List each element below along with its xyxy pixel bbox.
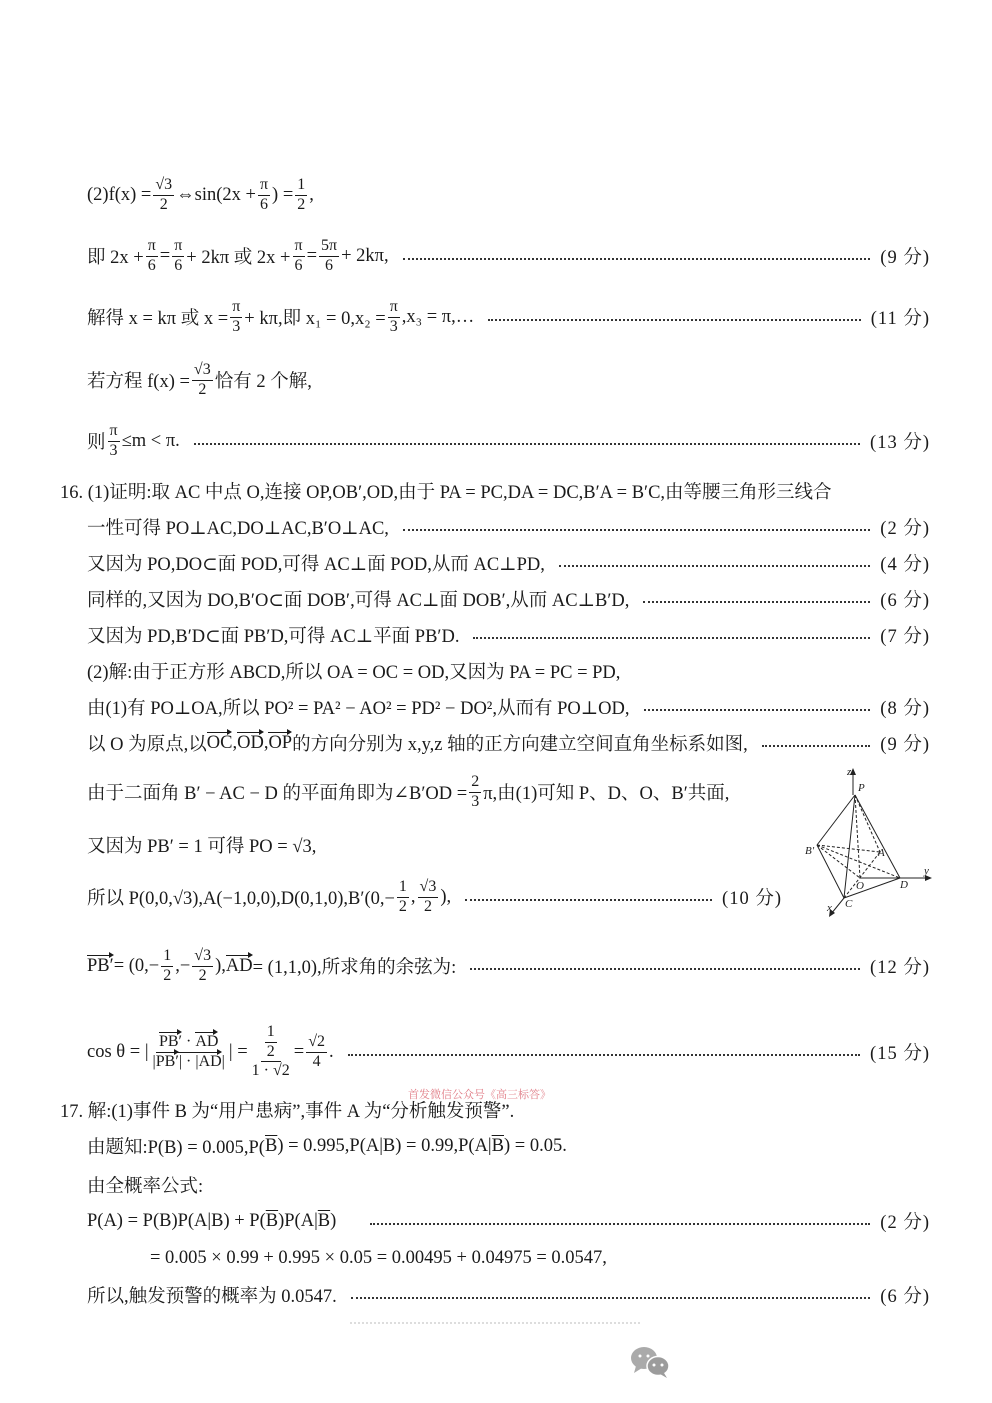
numerator — [258, 176, 270, 195]
denominator — [172, 257, 184, 275]
math-text: 的方向分别为 x,y,z 轴的正方向建立空间直角坐标系如图, — [292, 735, 748, 755]
text-line — [87, 947, 930, 984]
score-label: (15 分) — [870, 1044, 930, 1064]
text-line — [87, 728, 930, 758]
numerator — [418, 878, 439, 897]
fraction — [258, 176, 270, 214]
fig-label-p: P — [858, 782, 865, 794]
math-text: 1 · √2 — [251, 1062, 290, 1080]
math-text: π,由(1)可知 P、D、O、B′共面, — [483, 784, 730, 804]
math-text: ), — [440, 886, 452, 907]
math-text: π — [147, 237, 156, 255]
math-text: √3 — [155, 176, 173, 194]
math-text: . — [328, 1041, 334, 1062]
math-text: + kπ,即 x₁ = 0,x₂ = — [244, 309, 386, 329]
math-text: 2 — [266, 1042, 275, 1060]
math-text: 2 — [163, 966, 172, 984]
numerator — [192, 947, 213, 966]
numerator — [108, 422, 120, 441]
math-text: 2 — [297, 195, 306, 213]
dot-leader — [559, 565, 870, 567]
dot-leader — [473, 637, 870, 639]
fraction — [397, 878, 409, 916]
math-text: 16. (1)证明:取 AC 中点 O,连接 OP,OB′,OD,由于 PA = PC,DA = DC,B′A = B′C,由等腰三角形三线合 — [60, 483, 832, 503]
fig-label-c: C — [845, 898, 853, 910]
math-text: 17. 解:(1)事件 B 为“用户患病”,事件 A 为“分析触发预警”. — [60, 1102, 515, 1122]
fraction — [265, 1023, 277, 1061]
fraction — [306, 1033, 327, 1071]
math-text: √3 — [194, 947, 212, 965]
denominator — [469, 793, 481, 811]
math-text: (2)解:由于正方形 ABCD,所以 OA = OC = OD,又因为 PA = PC = PD, — [87, 663, 621, 683]
text-line — [87, 1280, 930, 1310]
dot-leader — [348, 1054, 860, 1056]
math-text: 以 O 为原点,以 — [87, 735, 207, 755]
math-text: P(A) = P(B)P(A|B) + P( — [87, 1210, 266, 1231]
numerator — [265, 1023, 277, 1042]
dot-leader — [762, 745, 871, 747]
fraction — [108, 422, 120, 460]
numerator — [230, 298, 242, 317]
dot-leader — [403, 258, 871, 260]
math-text: 3 — [232, 317, 241, 335]
denominator — [323, 257, 335, 275]
math-text: = — [306, 245, 318, 266]
text-line — [87, 584, 930, 614]
math-text: π — [259, 176, 269, 194]
math-text: 3 — [471, 792, 480, 810]
text-line — [87, 422, 930, 459]
text-line — [150, 1243, 930, 1273]
text-line — [87, 1023, 930, 1080]
dot-leader — [370, 1223, 870, 1225]
math-text: = 0.005 × 0.99 + 0.995 × 0.05 = 0.00495 + 0.04975 = 0.0547, — [150, 1247, 607, 1268]
math-text: 3 — [389, 317, 398, 335]
math-text: = (0,− — [113, 955, 160, 976]
math-text: 2 — [198, 380, 207, 398]
score-label: (11 分) — [870, 309, 930, 329]
math-text: | — [221, 1052, 225, 1070]
numerator — [306, 1033, 327, 1052]
pyramid-coordinate-figure — [800, 760, 950, 920]
text-line — [87, 176, 930, 213]
math-text: 同样的,又因为 DO,B′O⊂面 DOB′,可得 AC⊥面 DOB′,从而 AC⊥B′D, — [87, 591, 630, 611]
numerator — [157, 1033, 221, 1052]
denominator — [250, 1062, 292, 1080]
math-text: 所以 P(0,0,√3),A(−1,0,0),D(0,1,0),B′(0,− — [87, 889, 395, 909]
numerator — [172, 237, 184, 256]
dot-leader — [465, 899, 712, 901]
text-line — [87, 878, 782, 915]
vector: AD — [198, 1052, 222, 1070]
fraction — [230, 298, 242, 336]
vector: AD — [225, 955, 253, 976]
math-text: · — [182, 1033, 196, 1051]
math-text: π — [294, 237, 303, 255]
vector: PB′ — [155, 1052, 179, 1070]
vector: OD — [237, 732, 264, 753]
dot-leader — [470, 968, 860, 970]
numerator — [388, 298, 400, 317]
math-text: 2 — [198, 966, 207, 984]
complement-event: $\overline{B}$ — [317, 1210, 331, 1231]
dot-leader — [403, 529, 870, 531]
numerator — [146, 237, 158, 256]
math-text: 6 — [260, 195, 268, 213]
math-text: π — [174, 237, 183, 255]
dot-leader — [351, 1297, 871, 1299]
denominator — [397, 898, 409, 916]
math-text: π — [389, 298, 398, 316]
numerator — [397, 878, 409, 897]
numerator — [153, 176, 174, 195]
score-label: (9 分) — [880, 248, 930, 268]
denominator — [161, 967, 173, 985]
math-text: (2)f(x) = — [87, 184, 152, 205]
math-text: √3 — [419, 878, 437, 896]
fig-label-z: z — [847, 766, 852, 778]
fraction — [192, 947, 213, 985]
score-label: (2 分) — [880, 1213, 930, 1233]
score-label: (12 分) — [870, 958, 930, 978]
denominator — [108, 442, 120, 460]
math-text: √2 — [308, 1033, 325, 1051]
denominator — [158, 196, 170, 214]
dot-leader — [644, 709, 871, 711]
numerator — [192, 361, 213, 380]
numerator — [295, 176, 307, 195]
math-text: 3 — [109, 441, 118, 459]
math-text: 又因为 PB′ = 1 可得 PO = √3, — [87, 837, 317, 857]
text-line — [87, 298, 930, 335]
math-text: 1 — [266, 1023, 275, 1041]
score-label: (7 分) — [880, 627, 930, 647]
wechat-icon — [628, 1344, 674, 1380]
denominator — [196, 381, 208, 399]
dot-leader — [194, 443, 860, 445]
score-label: (4 分) — [880, 555, 930, 575]
math-text: 若方程 f(x) = — [87, 372, 190, 392]
score-label: (9 分) — [880, 735, 930, 755]
denominator — [197, 967, 209, 985]
math-text: 又因为 PD,B′D⊂面 PB′D,可得 AC⊥平面 PB′D. — [87, 627, 460, 647]
numerator — [293, 237, 305, 256]
complement-event: $\overline{B}$ — [265, 1210, 279, 1231]
numerator — [161, 947, 173, 966]
fraction — [388, 298, 400, 336]
math-text: 由全概率公式: — [87, 1177, 204, 1197]
math-text: 即 2x + — [87, 248, 144, 268]
fig-label-x: x — [827, 902, 832, 914]
text-line — [60, 476, 930, 506]
denominator — [146, 257, 158, 275]
numerator — [261, 1023, 281, 1062]
fraction — [161, 947, 173, 985]
text-line — [87, 1170, 930, 1200]
score-label: (8 分) — [880, 699, 930, 719]
vector: PB′ — [158, 1033, 183, 1051]
fraction — [319, 237, 339, 275]
text-line — [87, 1206, 930, 1236]
math-text: 由(1)有 PO⊥OA,所以 PO² = PA² − AO² = PD² − DO²,从而有 PO⊥OD, — [87, 699, 630, 719]
math-text: 2 — [398, 897, 407, 915]
score-label: (6 分) — [880, 1287, 930, 1307]
math-text: )P(A| — [278, 1210, 318, 1231]
math-text: = (1,1,0),所求角的余弦为: — [252, 958, 457, 978]
denominator — [422, 898, 434, 916]
math-text: 6 — [147, 256, 156, 274]
math-text: 又因为 PO,DO⊂面 POD,可得 AC⊥面 POD,从而 AC⊥PD, — [87, 555, 545, 575]
denominator — [230, 318, 242, 336]
fraction — [153, 176, 174, 214]
math-text: ), — [215, 955, 226, 976]
vector: PB′ — [87, 955, 114, 976]
math-text: 1 — [398, 878, 407, 896]
score-label: (10 分) — [722, 889, 782, 909]
fraction — [469, 773, 481, 811]
denominator — [388, 318, 400, 336]
math-text: , — [410, 886, 416, 907]
math-text: √3 — [193, 361, 211, 379]
math-text: + 2kπ 或 2x + — [186, 248, 291, 268]
math-text: = — [159, 245, 171, 266]
math-text: , — [263, 732, 269, 753]
math-text: π — [232, 298, 241, 316]
math-text: 所以,触发预警的概率为 0.0547. — [87, 1287, 337, 1307]
watermark-text: 首发微信公众号《高三标答》 — [408, 1088, 551, 1101]
denominator — [258, 196, 270, 214]
math-text: 1 — [297, 176, 306, 194]
text-line — [87, 656, 930, 686]
math-text: = — [293, 1041, 305, 1062]
faint-footer — [350, 1322, 640, 1324]
math-text: 一性可得 PO⊥AC,DO⊥AC,B′O⊥AC, — [87, 519, 389, 539]
denominator — [293, 257, 305, 275]
fraction — [172, 237, 184, 275]
fig-label-o: O — [856, 880, 864, 892]
math-text: ≤m < π. — [121, 430, 180, 451]
denominator — [265, 1043, 277, 1061]
math-text: ,− — [175, 955, 191, 976]
score-label: (13 分) — [870, 433, 930, 453]
complement-event: $\overline{B}$ — [491, 1135, 504, 1156]
score-label: (2 分) — [880, 519, 930, 539]
math-text: , — [309, 184, 314, 205]
denominator — [295, 196, 307, 214]
math-text: , — [232, 732, 238, 753]
vector: AD — [195, 1033, 219, 1051]
math-text: | — [152, 1052, 156, 1070]
math-text: 由于二面角 B′ − AC − D 的平面角即为∠B′OD = — [87, 784, 468, 804]
fraction — [418, 878, 439, 916]
numerator — [319, 237, 339, 256]
math-text: ) = 0.05. — [503, 1135, 567, 1156]
text-line — [87, 512, 930, 542]
math-text: 2 — [423, 897, 432, 915]
text-line — [87, 692, 930, 722]
math-text: 2 — [159, 195, 168, 213]
dot-leader — [488, 319, 860, 321]
text-line — [87, 237, 930, 274]
math-text: | · | — [178, 1052, 199, 1070]
math-text: 由题知:P(B) = 0.005,P( — [87, 1138, 265, 1158]
fraction — [151, 1033, 227, 1071]
text-line — [87, 548, 930, 578]
math-text: 恰有 2 个解, — [214, 372, 312, 392]
math-text: ⇔sin(2x + — [176, 184, 256, 205]
dot-leader — [643, 601, 870, 603]
text-line — [87, 361, 930, 398]
complement-event: $\overline{B}$ — [264, 1135, 278, 1156]
fraction — [295, 176, 307, 214]
math-text: 6 — [174, 256, 183, 274]
vector: OC — [206, 732, 233, 753]
math-text: 则 — [87, 433, 106, 453]
math-text: ) = 0.995,P(A|B) = 0.99,P(A| — [277, 1135, 492, 1156]
fig-label-a: A — [878, 847, 885, 859]
math-text: ,x₃ = π,… — [401, 306, 475, 327]
denominator — [151, 1053, 227, 1071]
fraction — [250, 1023, 292, 1080]
text-line — [87, 1131, 930, 1161]
text-line — [87, 620, 930, 650]
math-text: + 2kπ, — [341, 245, 389, 266]
fig-label-d: D — [900, 879, 908, 891]
math-text: ) — [330, 1210, 337, 1231]
vector: OP — [268, 732, 293, 753]
math-text: cos θ = | — [87, 1041, 149, 1062]
math-text: | = — [228, 1041, 248, 1062]
numerator — [469, 773, 481, 792]
fraction — [146, 237, 158, 275]
math-text: ) = — [272, 184, 294, 205]
math-text: 1 — [163, 947, 172, 965]
math-text: 5π — [321, 237, 338, 255]
score-label: (6 分) — [880, 591, 930, 611]
fig-label-y: y — [924, 865, 929, 877]
math-text: 2 — [471, 773, 480, 791]
math-text: 4 — [312, 1052, 321, 1070]
fraction — [293, 237, 305, 275]
math-text: 解得 x = kπ 或 x = — [87, 309, 229, 329]
fraction — [192, 361, 213, 399]
math-text: 6 — [325, 256, 334, 274]
fig-label-b-prime: B′ — [805, 845, 815, 857]
denominator — [311, 1053, 323, 1071]
math-text: π — [109, 422, 118, 440]
math-text: 6 — [294, 256, 303, 274]
